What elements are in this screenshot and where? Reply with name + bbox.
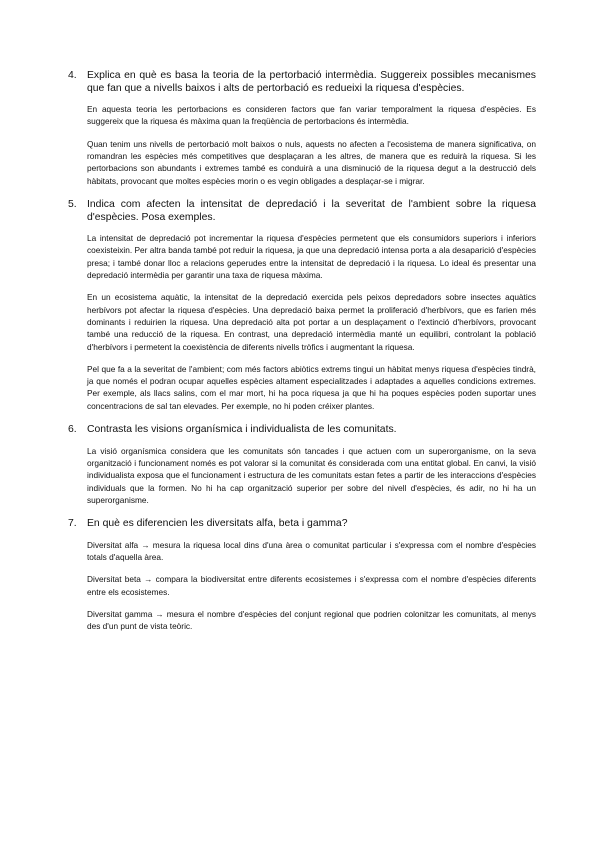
question-7 xyxy=(68,518,536,632)
question-6 xyxy=(68,424,536,506)
question-number: 5. xyxy=(68,198,77,210)
answer-paragraph: La visió organísmica considera que les comunitats són tancades i que actuen com un superorganisme, on la seva organització i funcionament només es pot valorar si la comunitat és considerada com una entitat global. En canvi, la visió individualista exposa que el funcionament i estructura de les comunitats estan fetes a partir de les interaccions d'espècies individuals que la formen. No hi ha cap organització superior per sobre del nivell d'espècies, és adir, no hi ha un superorganisme. xyxy=(87,445,536,505)
answer-paragraph: En aquesta teoria les pertorbacions es consideren factors que fan variar temporalment la riquesa d'espècies. Es suggereix que la riquesa és màxima quan la freqüència de pertorbacions és intermèdia. xyxy=(87,104,536,127)
question-heading xyxy=(68,70,536,95)
answer-paragraph: La intensitat de depredació pot incrementar la riquesa d'espècies permetent que els consumidors superiors i inferiors coexisteixin. Per altra banda també pot reduir la riquesa, ja que una depredació intensa porta a ala desaparició d'espècies presa; i també donar lloc a relacions geperudes entre la intensitat de depredació i la riquesa. Lo ideal és presentar una depredació intermèdia per garantir una taxa de riquesa màxima. xyxy=(87,233,536,281)
answer-paragraph-gamma: Diversitat gamma → mesura el nombre d'espècies del conjunt regional que podrien colonitzar les comunitats, al menys des d'un punt de vista teòric. xyxy=(87,608,536,632)
question-text: Explica en què es basa la teoria de la pertorbació intermèdia. Suggereix possibles mecanismes que fan que a nivells baixos i alts de pertorbació es redueixi la riquesa d'espècies. xyxy=(87,70,536,94)
question-number: 4. xyxy=(68,70,77,81)
question-number: 7. xyxy=(68,518,77,530)
answer-paragraph: Pel que fa a la severitat de l'ambient; com més factors abiòtics extrems tingui un hàbitat menys riquesa d'espècies tindrà, ja que només el podran ocupar aquelles espècies altament especialitzades i adaptades a aquelles condicions extremes. Per exemple, als llacs salins, com el mar mort, hi ha poca riquesa ja que hi ha poques espècies poden suportar unes concentracions de sal tan elevades. Per exemple, no hi poden créixer plantes. xyxy=(87,363,536,411)
answer-paragraph: En un ecosistema aquàtic, la intensitat de la depredació exercida pels peixos depredadors sobre insectes aquàtics herbívors pot afectar la riquesa d'espècies. Una depredació baixa permet la proliferació d'herbívors, que es farien més dominants i reduirien la riquesa. Una depredació alta pot portar a un desplaçament o l'extinció d'herbívors, provocant també una reducció de la riquesa. En contrast, una depredació intermèdia manté un equilibri, controlant la població d'herbívors i permetent la coexistència de diferents nivells tròfics i augmentant la riquesa. xyxy=(87,292,536,352)
answer-paragraph: Quan tenim uns nivells de pertorbació molt baixos o nuls, aquests no afecten a l'ecosistema de manera significativa, on romandran les espècies més competitives que desplaçaran a les altres, de manera que es reduirà la riquesa. Si les pertorbacions son abundants i extremes també es conduirà a una disminució de la riquesa degut a la destrucció dels hàbitats, provocant que moltes espècies morin o es vegin obligades a desplaçar-se i migrar. xyxy=(87,138,536,186)
question-heading xyxy=(68,199,536,224)
answer-paragraph-alpha: Diversitat alfa → mesura la riquesa local dins d'una àrea o comunitat particular i s'expressa com el nombre d'espècies totals d'aquella àrea. xyxy=(87,539,536,562)
answer-paragraph-beta: Diversitat beta → compara la biodiversitat entre diferents ecosistemes i s'expressa com el nombre d'espècies diferents entre els ecosistemes. xyxy=(87,574,536,597)
question-heading xyxy=(68,424,536,437)
question-text: Contrasta les visions organísmica i individualista de les comunitats. xyxy=(87,424,397,436)
question-text: En què es diferencien les diversitats alfa, beta i gamma? xyxy=(87,518,348,530)
question-text: Indica com afecten la intensitat de depredació i la severitat de l'ambient sobre la riquesa d'espècies. Posa exemples. xyxy=(87,198,536,223)
question-heading xyxy=(68,518,536,531)
question-5 xyxy=(68,199,536,412)
question-4 xyxy=(68,70,536,187)
question-number: 6. xyxy=(68,424,77,436)
